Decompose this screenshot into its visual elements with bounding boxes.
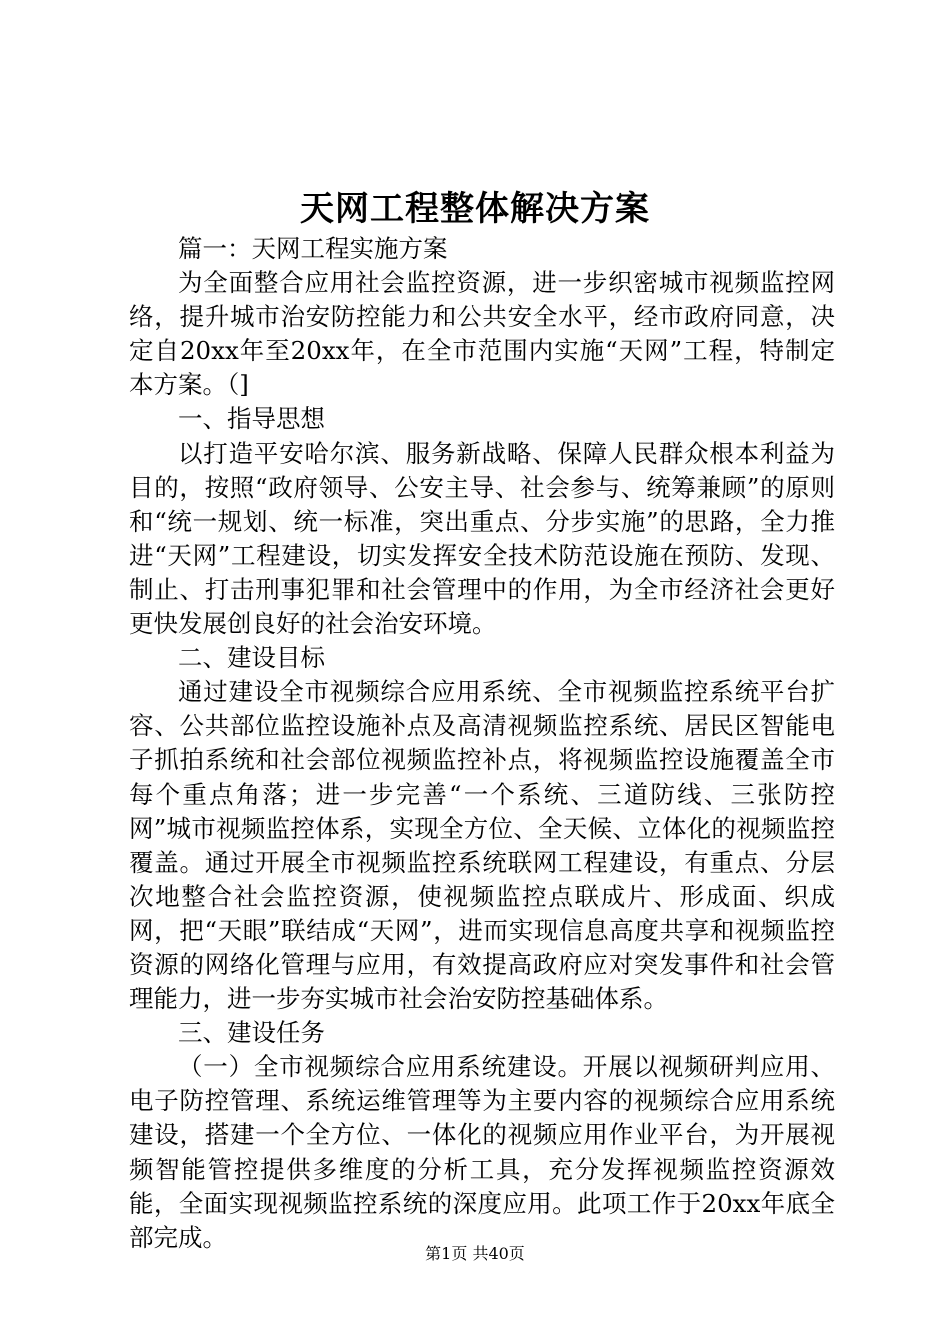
section-heading-guiding-thought: 一、指导思想: [178, 404, 325, 434]
document-body: [129, 232, 835, 1255]
page-footer: 第1页 共40页: [425, 1244, 525, 1263]
document-title: 天网工程整体解决方案: [300, 189, 650, 229]
section-heading-construction-tasks: 三、建设任务: [178, 1018, 325, 1048]
construction-tasks-paragraph: （一）全市视频综合应用系统建设。开展以视频研判应用、电子防控管理、系统运维管理等为主要内容的视频综合应用系统建设，搭建一个全方位、一体化的视频应用作业平台，为开展视频智能管控提供多维度的分析工具，充分发挥视频监控资源效能，全面实现视频监控系统的深度应用。此项工作于20xx年底全部完成。: [129, 1052, 835, 1252]
intro-paragraph: 为全面整合应用社会监控资源，进一步织密城市视频监控网络，提升城市治安防控能力和公共安全水平，经市政府同意，决定自20xx年至20xx年，在全市范围内实施“天网”工程，特制定本方案。（]: [129, 268, 835, 400]
construction-goals-paragraph: 通过建设全市视频综合应用系统、全市视频监控系统平台扩容、公共部位监控设施补点及高清视频监控系统、居民区智能电子抓拍系统和社会部位视频监控补点，将视频监控设施覆盖全市每个重点角落；进一步完善“一个系统、三道防线、三张防控网”城市视频监控体系，实现全方位、全天候、立体化的视频监控覆盖。通过开展全市视频监控系统联网工程建设，有重点、分层次地整合社会监控资源，使视频监控点联成片、形成面、织成网，把“天眼”联结成“天网”，进而实现信息高度共享和视频监控资源的网络化管理与应用，有效提高政府应对突发事件和社会管理能力，进一步夯实城市社会治安防控基础体系。: [129, 677, 835, 1014]
section-heading-construction-goals: 二、建设目标: [178, 643, 325, 673]
guiding-thought-paragraph: 以打造平安哈尔滨、服务新战略、保障人民群众根本利益为目的，按照“政府领导、公安主导、社会参与、统筹兼顾”的原则和“统一规划、统一标准，突出重点、分步实施”的思路，全力推进“天网”工程建设，切实发挥安全技术防范设施在预防、发现、制止、打击刑事犯罪和社会管理中的作用，为全市经济社会更好更快发展创良好的社会治安环境。: [129, 438, 835, 639]
section-heading-part-one: 篇一：天网工程实施方案: [178, 234, 448, 263]
